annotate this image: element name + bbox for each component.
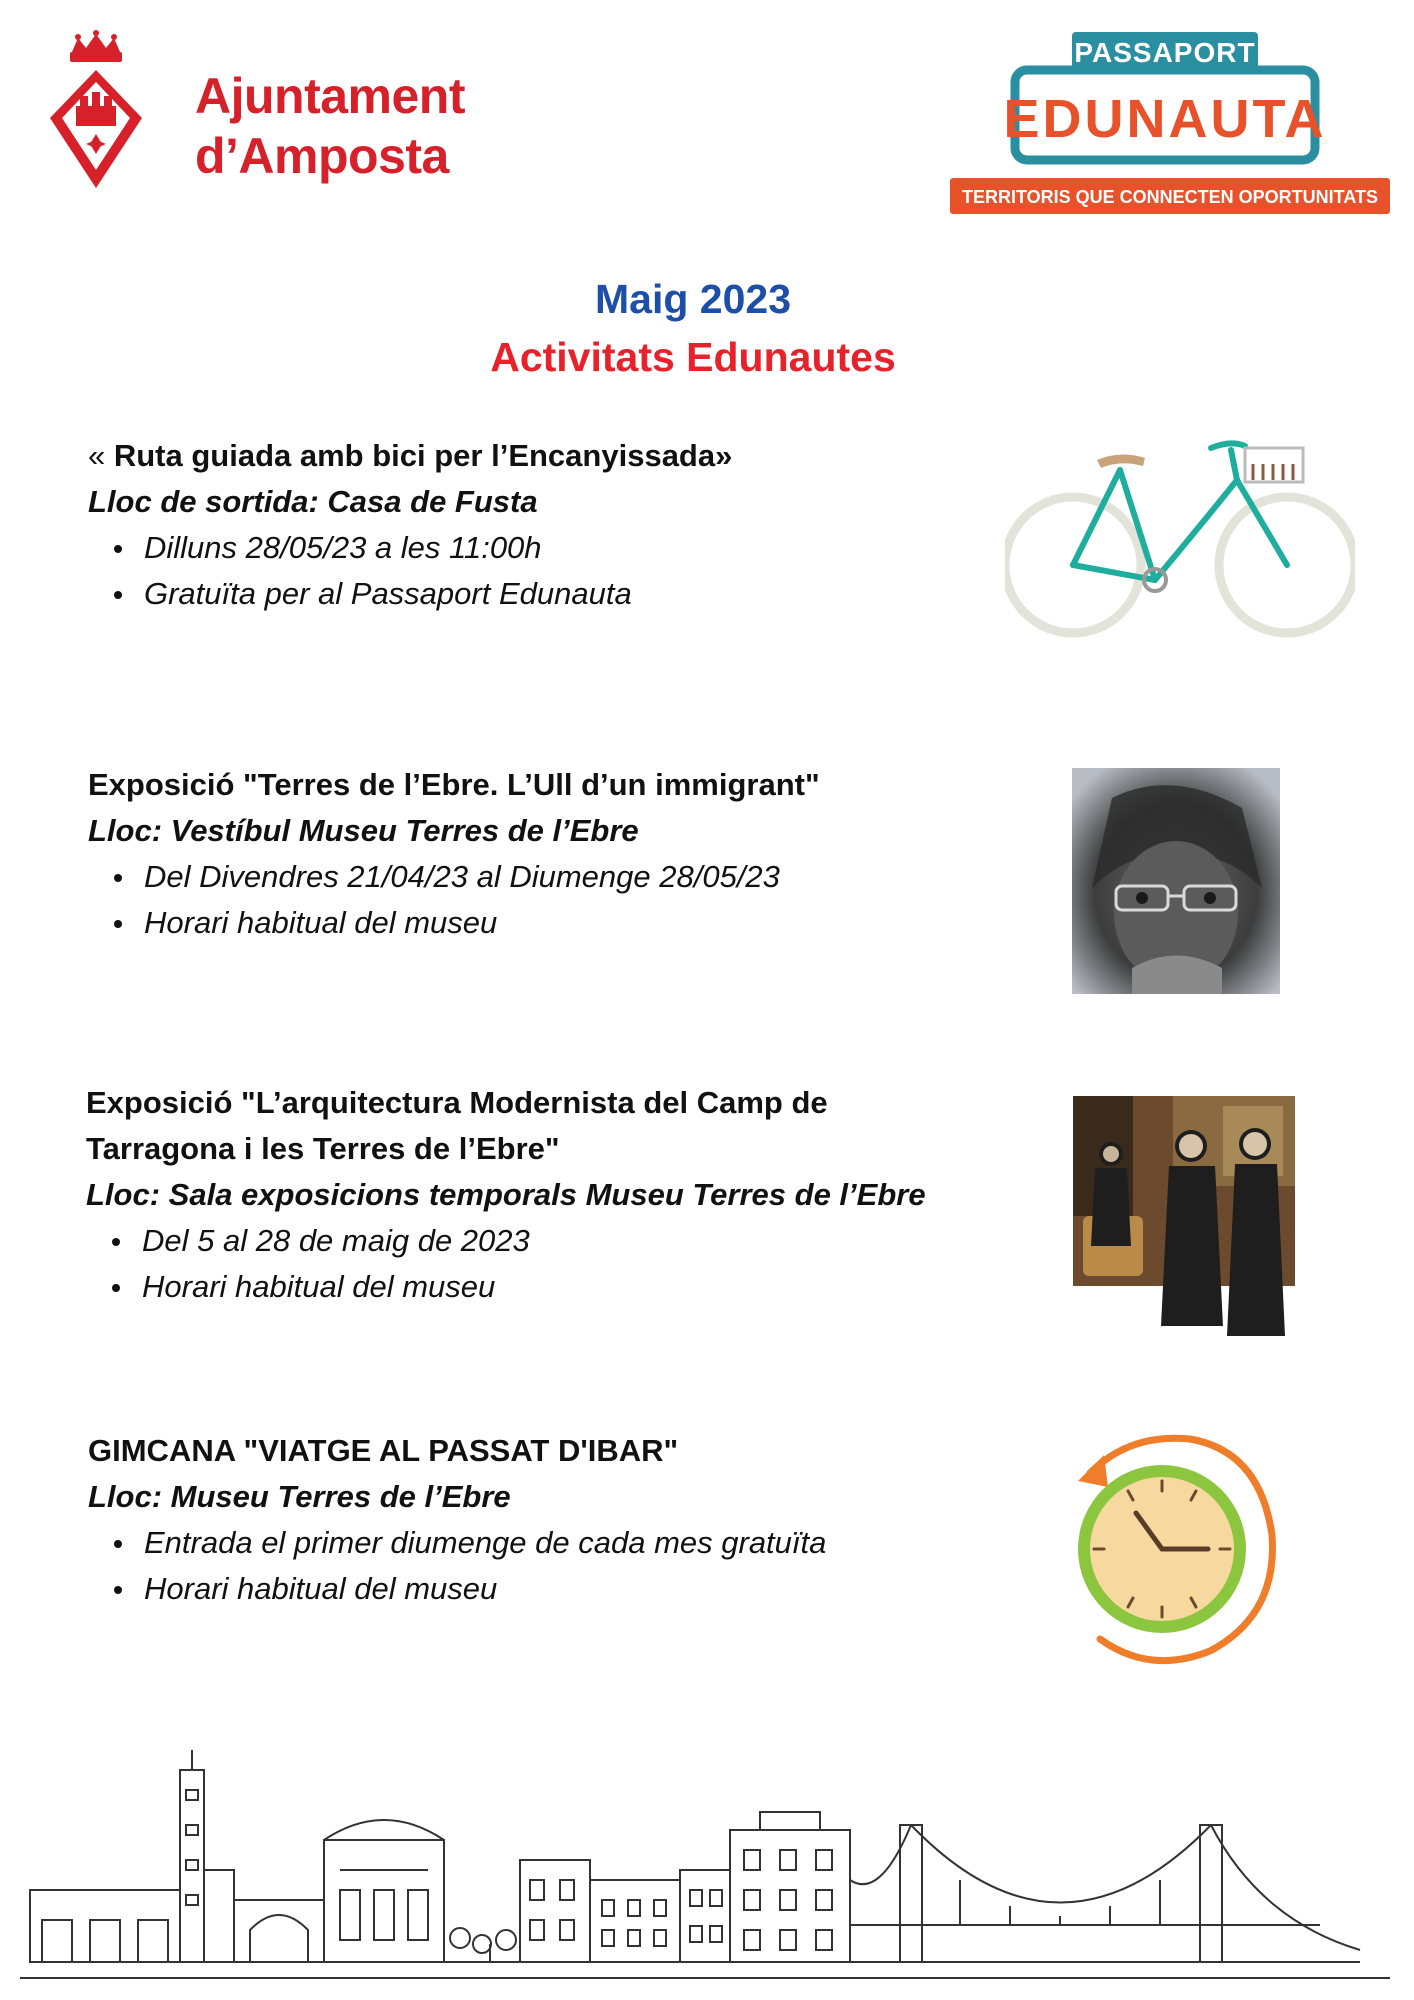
list-item: Gratuïta per al Passaport Edunauta: [144, 571, 988, 617]
passaport-edunauta-logo: [950, 30, 1396, 220]
event-title: Exposició "Terres de l’Ebre. L’Ull d’un immigrant": [88, 767, 820, 802]
event-details: [88, 1520, 988, 1612]
city-skyline-illustration: [20, 1730, 1398, 1990]
event-bike-route: [88, 433, 988, 617]
clock-icon: [1060, 1425, 1280, 1669]
passaport-tagline-text: TERRITORIS QUE CONNECTEN OPORTUNITATS: [961, 187, 1379, 207]
event-title: GIMCANA "VIATGE AL PASSAT D'IBAR": [88, 1433, 679, 1468]
list-item: Horari habitual del museu: [142, 1264, 1046, 1310]
event-title: [88, 433, 988, 479]
event-exhibition-immigrant: [88, 762, 988, 946]
list-item: Horari habitual del museu: [144, 1566, 988, 1612]
event-title-text: Ruta guiada amb bici per l’Encanyissada»: [113, 438, 733, 473]
event-title-line2: Tarragona i les Terres de l’Ebre": [86, 1131, 560, 1166]
quote-mark: «: [88, 438, 114, 473]
ajuntament-name: [195, 66, 465, 186]
list-item: Dilluns 28/05/23 a les 11:00h: [144, 525, 988, 571]
event-gimcana: [88, 1428, 988, 1612]
list-item: Entrada el primer diumenge de cada mes gratuïta: [144, 1520, 988, 1566]
list-item: Del Divendres 21/04/23 al Diumenge 28/05/23: [144, 854, 988, 900]
ajuntament-line1: Ajuntament: [195, 68, 465, 124]
ajuntament-line2: d’Amposta: [195, 128, 449, 184]
event-place: Lloc: Sala exposicions temporals Museu Terres de l’Ebre: [86, 1177, 926, 1212]
coat-of-arms-icon: [50, 70, 142, 188]
event-place: Lloc: Museu Terres de l’Ebre: [88, 1479, 511, 1514]
event-place: Lloc: Vestíbul Museu Terres de l’Ebre: [88, 813, 639, 848]
event-title: [86, 1080, 1046, 1172]
page-title: Activitats Edunautes: [490, 334, 896, 380]
event-details: [88, 854, 988, 946]
passaport-main-text: EDUNAUTA: [1003, 89, 1327, 149]
event-exhibition-modernist: [86, 1080, 1046, 1310]
event-details: [88, 525, 988, 617]
list-item: Del 5 al 28 de maig de 2023: [142, 1218, 1046, 1264]
event-place: Lloc de sortida: Casa de Fusta: [88, 484, 538, 519]
passaport-top-text: PASSAPORT: [1074, 37, 1256, 68]
crown-icon: [70, 30, 122, 62]
event-title-line1: Exposició "L’arquitectura Modernista del Camp de: [86, 1085, 828, 1120]
bicycle-image: [1005, 430, 1355, 640]
list-item: Horari habitual del museu: [144, 900, 988, 946]
event-details: [86, 1218, 1046, 1310]
modernist-architects-image: [1073, 1096, 1295, 1350]
page-title-month: Maig 2023: [595, 276, 791, 322]
portrait-image: [1072, 768, 1280, 994]
